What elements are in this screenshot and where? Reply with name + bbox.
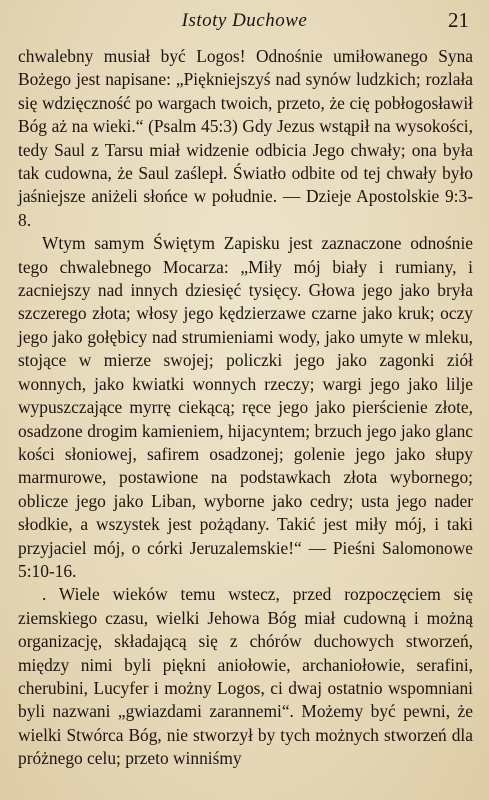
body-text xyxy=(18,45,473,771)
running-title: Istoty Duchowe xyxy=(181,10,308,31)
paragraph: chwalebny musiał być Logos! Odnośnie umiłowanego Syna Bożego jest napisane: „Piękniejszyś nad synów ludzkich; rozlała się wdzięczność po wargach twoich, przeto, że cię pobłogosławił Bóg aż na wieki.“ (Psalm 45:3) Gdy Jezus wstąpił na wysokości, tedy Saul z Tarsu miał widzenie odbicia Jego chwały; ona była tak cudowna, że Saul zaślepł. Światło odbite od tej chwały było jaśniejsze aniżeli słońce w południe. — Dzieje Apostolskie 9:3-8. xyxy=(18,46,473,230)
paragraph: . Wiele wieków temu wstecz, przed rozpoczęciem się ziemskiego czasu, wielki Jehowa Bóg miał cudowną i możną organizację, składającą się z chórów duchowych stworzeń, między nimi byli piękni aniołowie, archaniołowie, serafini, cherubini, Lucyfer i możny Logos, ci dwaj ostatnio wspomniani byli nazwani „gwiazdami zarannemi“. Możemy być pewni, że wielki Stwórca Bóg, nie stworzył by tych możnych stworzeń dla próżnego celu; przeto winniśmy xyxy=(18,584,473,769)
page-header xyxy=(0,8,489,38)
page-number: 21 xyxy=(448,8,469,32)
paragraph: Wtym samym Świętym Zapisku jest zaznaczone odnośnie tego chwalebnego Mocarza: „Miły mój biały i rumiany, i zacniejszy nad innych dziesięć tysięcy. Głowa jego jako bryła szczerego złota; włosy jego kędzierzawe czarne jako kruk; oczy jego jako gołębicy nad strumieniami wody, jako umyte w mleku, stojące w mierze swojej; policzki jego jako zagonki ziół wonnych, jako kwiatki wonnych rzeczy; wargi jego jako lilje wypuszczające myrrę ciekącą; ręce jego jako pierścienie złote, osadzone drogim kamieniem, hijacyntem; brzuch jego jako glanc kości słoniowej, safirem osadzonej; golenie jego jako słupy marmurowe, postawione na podstawkach złota wybornego; oblicze jego jako Liban, wyborne jako cedry; usta jego nader słodkie, a wszystek jest pożądany. Takić jest miły mój, i taki przyjaciel mój, o córki Jeruzalemskie!“ — Pieśni Salomonowe 5:10-16. xyxy=(18,233,473,581)
